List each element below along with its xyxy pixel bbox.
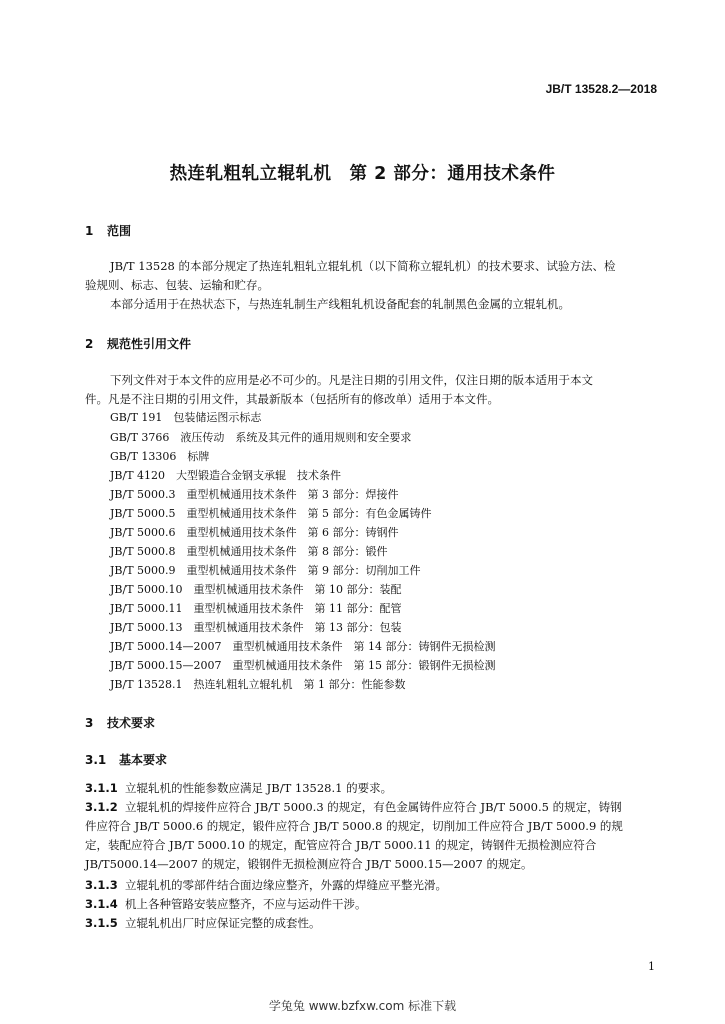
section-1-title: 范围: [107, 224, 132, 238]
clause-number: 3.1.1: [85, 781, 118, 795]
document-title: 热连轧粗轧立辊轧机 第 2 部分：通用技术条件: [169, 164, 556, 184]
clause-3-1-4: [85, 895, 367, 915]
clause-3-1-5: [85, 914, 321, 934]
section-3-number: 3: [85, 716, 94, 730]
clause-text: 立辊轧机出厂时应保证完整的成套性。: [125, 916, 321, 930]
section-1-heading: [85, 222, 131, 239]
section-3-title: 技术要求: [107, 716, 156, 730]
section-2-heading: [85, 335, 191, 352]
clause-text: 立辊轧机的零部件结合面边缘应整齐，外露的焊缝应平整光滑。: [125, 878, 447, 892]
clause-number: 3.1.2: [85, 800, 118, 814]
reference-item: JB/T 4120 大型锻造合金钢支承辊 技术条件: [110, 469, 342, 482]
clause-3-1-2-line-4: JB/T5000.14—2007 的规定，锻钢件无损检测应符合 JB/T 5000.15—2007 的规定。: [85, 857, 533, 871]
section-3-heading: [85, 714, 155, 731]
subsection-3-1-heading: [85, 751, 167, 768]
standard-number: JB/T 13528.2—2018: [545, 82, 657, 96]
section-1-number: 1: [85, 224, 94, 238]
page-number: 1: [648, 960, 655, 973]
reference-item: JB/T 5000.9 重型机械通用技术条件 第 9 部分：切削加工件: [110, 564, 421, 577]
clause-text: 立辊轧机的焊接件应符合 JB/T 5000.3 的规定，有色金属铸件应符合 JB/T 5000.5 的规定，铸钢: [125, 800, 622, 814]
clause-text: 机上各种管路安装应整齐，不应与运动件干涉。: [125, 897, 367, 911]
clause-3-1-2-line-2: 件应符合 JB/T 5000.6 的规定，锻件应符合 JB/T 5000.8 的规定，切削加工件应符合 JB/T 5000.9 的规: [85, 819, 623, 833]
clause-number: 3.1.5: [85, 916, 118, 930]
section-1-para-2: 本部分适用于在热状态下，与热连轧制生产线粗轧机设备配套的轧制黑色金属的立辊轧机。: [110, 297, 570, 311]
section-1-para-1-line-2: 验规则、标志、包装、运输和贮存。: [85, 278, 269, 292]
reference-item: GB/T 191 包装储运图示标志: [110, 411, 262, 424]
reference-item: JB/T 5000.8 重型机械通用技术条件 第 8 部分：锻件: [110, 545, 388, 558]
reference-item: JB/T 5000.15—2007 重型机械通用技术条件 第 15 部分：锻钢件无损检测: [110, 659, 496, 672]
footer-watermark-link[interactable]: 学兔兔 www.bzfxw.com 标准下载: [268, 999, 457, 1013]
subsection-3-1-title: 基本要求: [119, 753, 168, 767]
reference-item: JB/T 5000.10 重型机械通用技术条件 第 10 部分：装配: [110, 583, 402, 596]
reference-item: JB/T 5000.14—2007 重型机械通用技术条件 第 14 部分：铸钢件无损检测: [110, 640, 496, 653]
reference-item: GB/T 3766 液压传动 系统及其元件的通用规则和安全要求: [110, 431, 412, 444]
clause-3-1-2-line-3: 定，装配应符合 JB/T 5000.10 的规定，配管应符合 JB/T 5000.11 的规定，铸钢件无损检测应符合: [85, 838, 597, 852]
section-2-intro-line-2: 件。凡是不注日期的引用文件，其最新版本（包括所有的修改单）适用于本文件。: [85, 392, 499, 406]
reference-item: JB/T 5000.3 重型机械通用技术条件 第 3 部分：焊接件: [110, 488, 399, 501]
clause-number: 3.1.3: [85, 878, 118, 892]
clause-3-1-1: [85, 779, 392, 799]
section-2-title: 规范性引用文件: [107, 337, 192, 351]
section-1-para-1-line-1: JB/T 13528 的本部分规定了热连轧粗轧立辊轧机（以下简称立辊轧机）的技术要求、试验方法、检: [110, 259, 616, 273]
reference-item: JB/T 5000.13 重型机械通用技术条件 第 13 部分：包装: [110, 621, 402, 634]
clause-text: 立辊轧机的性能参数应满足 JB/T 13528.1 的要求。: [125, 781, 393, 795]
clause-number: 3.1.4: [85, 897, 118, 911]
reference-item: JB/T 5000.11 重型机械通用技术条件 第 11 部分：配管: [110, 602, 402, 615]
clause-3-1-3: [85, 876, 447, 896]
section-2-intro-line-1: 下列文件对于本文件的应用是必不可少的。凡是注日期的引用文件，仅注日期的版本适用于本文: [110, 373, 593, 387]
reference-item: GB/T 13306 标牌: [110, 450, 210, 463]
reference-item: JB/T 5000.5 重型机械通用技术条件 第 5 部分：有色金属铸件: [110, 507, 432, 520]
section-2-number: 2: [85, 337, 94, 351]
subsection-3-1-number: 3.1: [85, 753, 107, 767]
reference-item: JB/T 5000.6 重型机械通用技术条件 第 6 部分：铸钢件: [110, 526, 399, 539]
clause-3-1-2: [85, 798, 622, 818]
reference-item: JB/T 13528.1 热连轧粗轧立辊轧机 第 1 部分：性能参数: [110, 678, 406, 691]
